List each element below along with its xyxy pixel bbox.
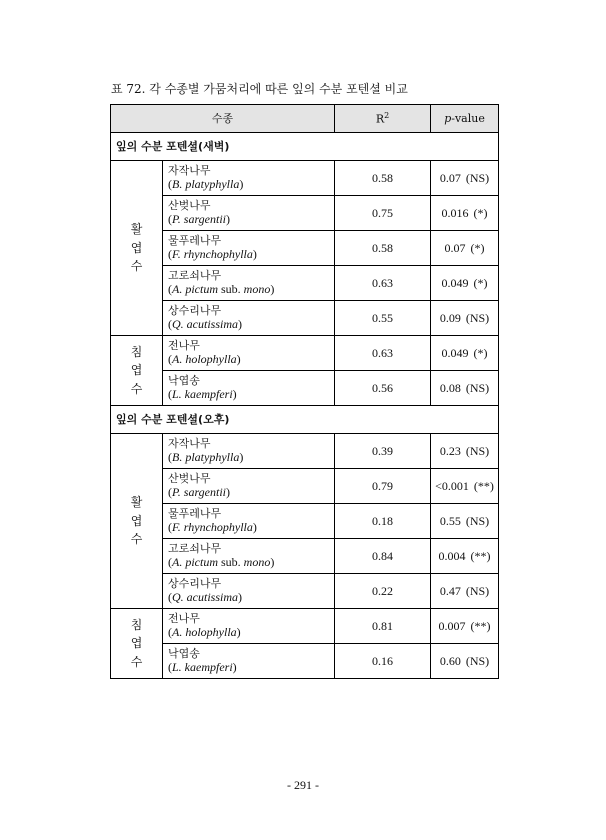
table-row bbox=[111, 609, 499, 644]
sci-name-a: P. sargentii bbox=[172, 212, 227, 227]
table-body bbox=[111, 133, 499, 679]
significance: (NS) bbox=[465, 443, 490, 458]
sci-name-a: Q. acutissima bbox=[172, 590, 238, 605]
table-row bbox=[111, 371, 499, 406]
species-korean-name: 상수리나무 bbox=[168, 303, 222, 317]
sci-name-a: A. holophylla bbox=[172, 625, 237, 640]
significance: (NS) bbox=[465, 583, 490, 598]
table-row bbox=[111, 644, 499, 679]
significance: (NS) bbox=[465, 310, 490, 325]
species-cell bbox=[163, 434, 335, 469]
pvalue-cell bbox=[431, 266, 499, 301]
species-cell bbox=[163, 336, 335, 371]
table-row bbox=[111, 301, 499, 336]
r2-value: 0.56 bbox=[335, 371, 431, 406]
pvalue-cell bbox=[431, 336, 499, 371]
sci-name-a: P. sargentii bbox=[172, 485, 227, 500]
species-korean-name: 상수리나무 bbox=[168, 576, 222, 590]
species-korean-name: 고로쇠나무 bbox=[168, 541, 222, 555]
significance: (**) bbox=[470, 618, 491, 633]
header-r2-base: R bbox=[375, 112, 385, 126]
species-scientific-name: (A. pictum sub. mono) bbox=[168, 555, 275, 570]
pvalue: 0.049 bbox=[441, 345, 469, 360]
species-scientific-name: (L. kaempferi) bbox=[168, 660, 237, 675]
r2-value: 0.18 bbox=[335, 504, 431, 539]
sci-name-a: A. holophylla bbox=[172, 352, 237, 367]
species-korean-name: 산벚나무 bbox=[168, 471, 211, 485]
species-scientific-name: (P. sargentii) bbox=[168, 485, 231, 500]
pvalue-cell bbox=[431, 161, 499, 196]
table-row bbox=[111, 336, 499, 371]
header-species: 수종 bbox=[111, 105, 335, 133]
species-korean-name: 물푸레나무 bbox=[168, 233, 222, 247]
species-korean-name: 낙엽송 bbox=[168, 646, 200, 660]
sci-name-a: B. platyphylla bbox=[172, 177, 240, 192]
group-label-char: 엽 bbox=[130, 636, 143, 651]
r2-value: 0.63 bbox=[335, 336, 431, 371]
header-pvalue bbox=[431, 105, 499, 133]
sci-name-a: F. rhynchophylla bbox=[172, 520, 253, 535]
species-cell bbox=[163, 371, 335, 406]
sci-name-a: A. pictum bbox=[172, 282, 218, 297]
species-scientific-name: (F. rhynchophylla) bbox=[168, 520, 257, 535]
pvalue: 0.60 bbox=[439, 653, 461, 668]
sci-name-a: F. rhynchophylla bbox=[172, 247, 253, 262]
significance: (*) bbox=[473, 345, 488, 360]
species-scientific-name: (B. platyphylla) bbox=[168, 450, 244, 465]
pvalue-cell bbox=[431, 644, 499, 679]
species-scientific-name: (P. sargentii) bbox=[168, 212, 231, 227]
group-label-char: 엽 bbox=[130, 363, 143, 378]
header-p-rest: -value bbox=[451, 111, 485, 125]
species-korean-name: 자작나무 bbox=[168, 436, 211, 450]
significance: (**) bbox=[473, 478, 494, 493]
sci-name-sub: sub. bbox=[218, 555, 244, 570]
species-cell bbox=[163, 196, 335, 231]
header-row bbox=[111, 105, 499, 133]
group-label-char: 수 bbox=[130, 532, 143, 547]
section-title: 잎의 수분 포텐셜(오후) bbox=[111, 406, 499, 434]
group-label-char: 침 bbox=[130, 344, 143, 359]
group-label-char: 엽 bbox=[130, 240, 143, 255]
r2-value: 0.39 bbox=[335, 434, 431, 469]
species-cell bbox=[163, 469, 335, 504]
pvalue: 0.47 bbox=[439, 583, 461, 598]
table-caption: 표 72. 각 수종별 가뭄처리에 따른 잎의 수분 포텐셜 비교 bbox=[111, 82, 408, 96]
sci-name-b: mono bbox=[243, 555, 271, 570]
species-scientific-name: (B. platyphylla) bbox=[168, 177, 244, 192]
group-label bbox=[111, 336, 163, 406]
species-korean-name: 물푸레나무 bbox=[168, 506, 222, 520]
pvalue-cell bbox=[431, 434, 499, 469]
sci-name-a: Q. acutissima bbox=[172, 317, 238, 332]
pvalue: 0.09 bbox=[439, 310, 461, 325]
sci-name-a: B. platyphylla bbox=[172, 450, 240, 465]
pvalue-cell bbox=[431, 574, 499, 609]
r2-value: 0.84 bbox=[335, 539, 431, 574]
species-cell bbox=[163, 574, 335, 609]
pvalue: 0.23 bbox=[439, 443, 461, 458]
r2-value: 0.63 bbox=[335, 266, 431, 301]
group-label-char: 활 bbox=[130, 495, 143, 510]
significance: (*) bbox=[473, 205, 488, 220]
pvalue: 0.004 bbox=[438, 548, 466, 563]
pvalue-cell bbox=[431, 539, 499, 574]
group-label-char: 수 bbox=[130, 654, 143, 669]
pvalue-cell bbox=[431, 371, 499, 406]
pvalue: 0.55 bbox=[439, 513, 461, 528]
species-scientific-name: (A. holophylla) bbox=[168, 352, 241, 367]
significance: (NS) bbox=[465, 513, 490, 528]
pvalue-cell bbox=[431, 504, 499, 539]
significance: (NS) bbox=[465, 380, 490, 395]
species-scientific-name: (F. rhynchophylla) bbox=[168, 247, 257, 262]
pvalue-cell bbox=[431, 609, 499, 644]
sci-name-sub: sub. bbox=[218, 282, 244, 297]
species-korean-name: 전나무 bbox=[168, 338, 200, 352]
table-row bbox=[111, 196, 499, 231]
r2-value: 0.58 bbox=[335, 231, 431, 266]
water-potential-table bbox=[110, 104, 499, 679]
species-cell bbox=[163, 266, 335, 301]
table-row bbox=[111, 504, 499, 539]
sci-name-a: A. pictum bbox=[172, 555, 218, 570]
species-cell bbox=[163, 161, 335, 196]
group-label bbox=[111, 609, 163, 679]
group-label-char: 엽 bbox=[130, 513, 143, 528]
table-row bbox=[111, 231, 499, 266]
significance: (*) bbox=[473, 275, 488, 290]
pvalue-cell bbox=[431, 301, 499, 336]
pvalue: 0.07 bbox=[444, 240, 466, 255]
species-scientific-name: (Q. acutissima) bbox=[168, 590, 242, 605]
header-r2 bbox=[335, 105, 431, 133]
sci-name-b: mono bbox=[243, 282, 271, 297]
r2-value: 0.79 bbox=[335, 469, 431, 504]
section-row bbox=[111, 406, 499, 434]
species-korean-name: 전나무 bbox=[168, 611, 200, 625]
table-row bbox=[111, 434, 499, 469]
group-label-char: 수 bbox=[130, 381, 143, 396]
group-label-char: 침 bbox=[130, 617, 143, 632]
table-row bbox=[111, 574, 499, 609]
r2-value: 0.75 bbox=[335, 196, 431, 231]
page-number: - 291 - bbox=[287, 778, 319, 792]
sci-name-a: L. kaempferi bbox=[172, 660, 233, 675]
table-row bbox=[111, 469, 499, 504]
section-row bbox=[111, 133, 499, 161]
species-cell bbox=[163, 609, 335, 644]
table-row bbox=[111, 161, 499, 196]
r2-value: 0.55 bbox=[335, 301, 431, 336]
r2-value: 0.22 bbox=[335, 574, 431, 609]
significance: (NS) bbox=[465, 170, 490, 185]
species-cell bbox=[163, 231, 335, 266]
species-korean-name: 자작나무 bbox=[168, 163, 211, 177]
r2-value: 0.81 bbox=[335, 609, 431, 644]
species-scientific-name: (A. holophylla) bbox=[168, 625, 241, 640]
pvalue-cell bbox=[431, 231, 499, 266]
species-scientific-name: (L. kaempferi) bbox=[168, 387, 237, 402]
species-cell bbox=[163, 301, 335, 336]
species-korean-name: 고로쇠나무 bbox=[168, 268, 222, 282]
species-korean-name: 산벚나무 bbox=[168, 198, 211, 212]
pvalue: 0.049 bbox=[441, 275, 469, 290]
significance: (NS) bbox=[465, 653, 490, 668]
pvalue-cell bbox=[431, 469, 499, 504]
table-row bbox=[111, 539, 499, 574]
pvalue: <0.001 bbox=[435, 478, 469, 493]
pvalue: 0.07 bbox=[439, 170, 461, 185]
species-cell bbox=[163, 539, 335, 574]
significance: (**) bbox=[470, 548, 491, 563]
sci-name-a: L. kaempferi bbox=[172, 387, 233, 402]
pvalue-cell bbox=[431, 196, 499, 231]
group-label-char: 활 bbox=[130, 222, 143, 237]
header-p-italic: p bbox=[444, 111, 452, 125]
pvalue: 0.007 bbox=[438, 618, 466, 633]
species-cell bbox=[163, 644, 335, 679]
species-cell bbox=[163, 504, 335, 539]
r2-value: 0.16 bbox=[335, 644, 431, 679]
group-label bbox=[111, 434, 163, 609]
group-label-char: 수 bbox=[130, 259, 143, 274]
group-label bbox=[111, 161, 163, 336]
r2-value: 0.58 bbox=[335, 161, 431, 196]
pvalue: 0.08 bbox=[439, 380, 461, 395]
pvalue: 0.016 bbox=[441, 205, 469, 220]
significance: (*) bbox=[470, 240, 485, 255]
table-row bbox=[111, 266, 499, 301]
species-korean-name: 낙엽송 bbox=[168, 373, 200, 387]
species-scientific-name: (A. pictum sub. mono) bbox=[168, 282, 275, 297]
species-scientific-name: (Q. acutissima) bbox=[168, 317, 242, 332]
section-title: 잎의 수분 포텐셜(새벽) bbox=[111, 133, 499, 161]
header-r2-sup: 2 bbox=[384, 110, 390, 120]
